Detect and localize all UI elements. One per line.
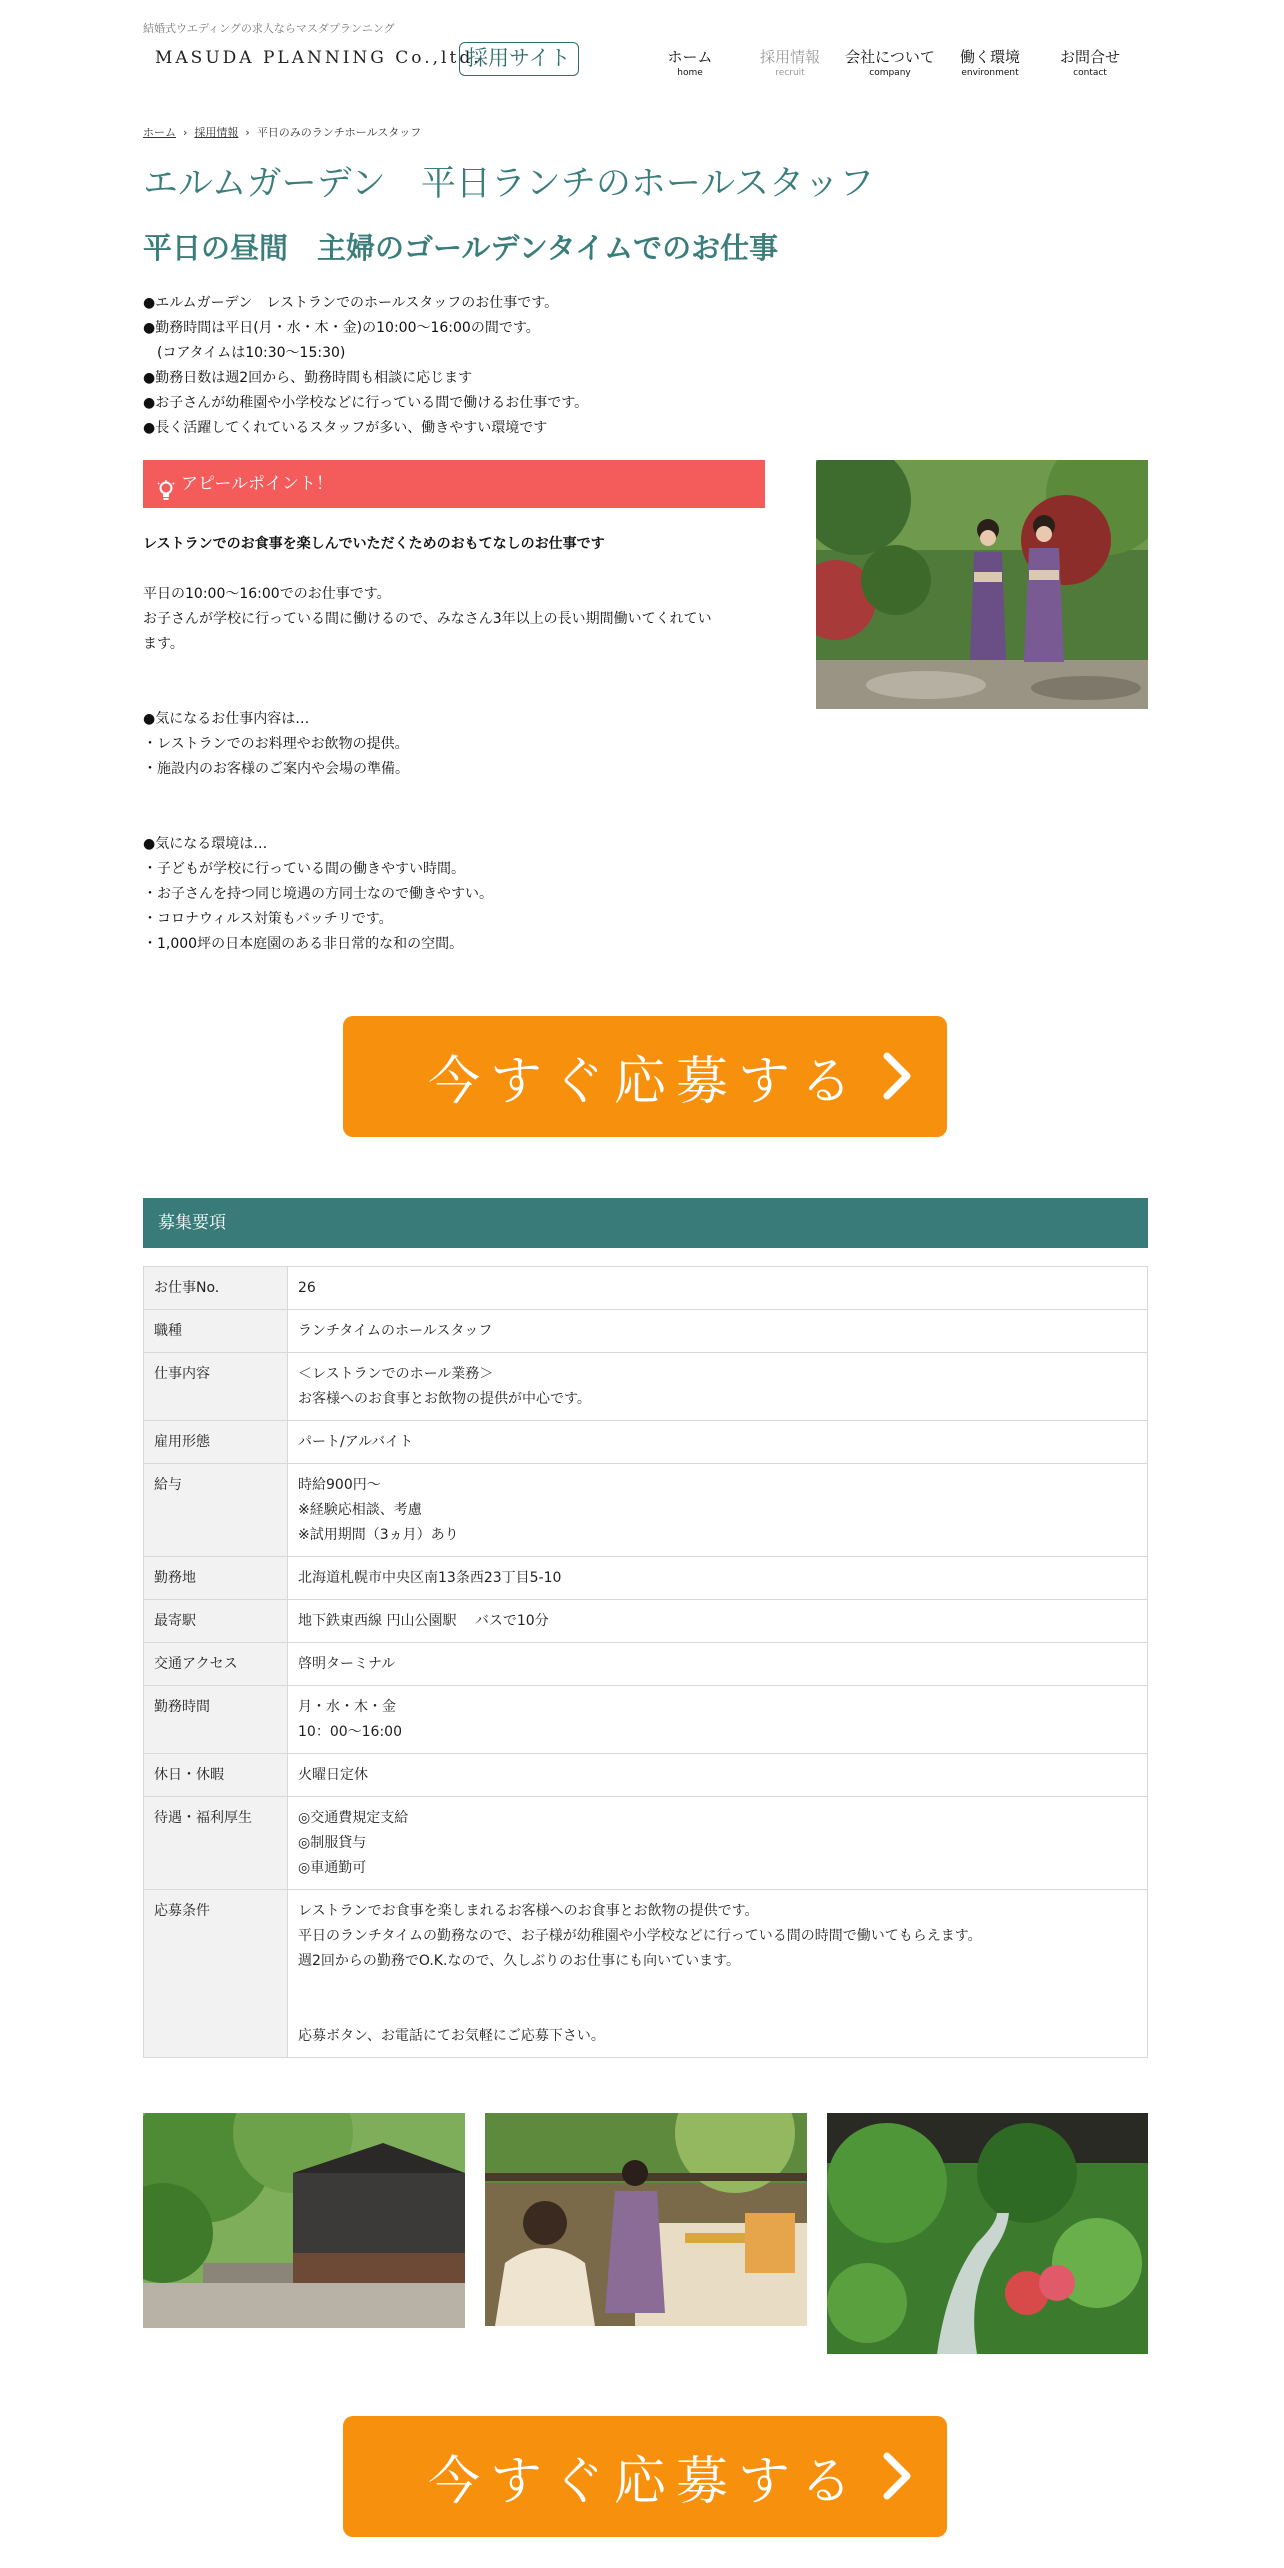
row-label: 給与 <box>144 1464 288 1557</box>
appeal-text: ●気になるお仕事内容は… <box>143 711 310 727</box>
row-value: 26 <box>298 1280 316 1296</box>
breadcrumb-home[interactable]: ホーム <box>143 126 176 139</box>
row-label: 最寄駅 <box>144 1600 288 1643</box>
row-value: 応募ボタン、お電話にてお気軽にご応募下さい。 <box>298 2028 605 2044</box>
row-value: ◎制服貸与 <box>298 1835 367 1851</box>
nav-company[interactable] <box>840 46 940 78</box>
nav-environment-label: 働く環境 <box>959 48 1020 66</box>
chevron-right-icon: › <box>183 125 188 139</box>
table-row <box>144 1600 1148 1643</box>
row-label: 休日・休暇 <box>144 1754 288 1797</box>
row-value: 啓明ターミナル <box>298 1656 396 1672</box>
nav-company-sublabel: company <box>869 68 911 78</box>
row-value: 月・水・木・金 <box>298 1699 396 1715</box>
summary-item: ●勤務日数は週2回から、勤務時間も相談に応じます <box>143 370 473 386</box>
row-value: 平日のランチタイムの勤務なので、お子様が幼稚園や小学校などに行っている間の時間で働いてもらえます。 <box>298 1928 982 1944</box>
summary-item: ●お子さんが幼稚園や小学校などに行っている間で働けるお仕事です。 <box>143 395 589 411</box>
summary-list <box>143 291 588 441</box>
table-row <box>144 1353 1148 1421</box>
requirements-table <box>143 1266 1148 2058</box>
table-row <box>144 1686 1148 1754</box>
row-label: 待遇・福利厚生 <box>144 1797 288 1890</box>
site-tagline: 結婚式ウエディングの求人ならマスダプランニング <box>143 22 395 35</box>
row-value: ◎交通費規定支給 <box>298 1810 409 1826</box>
chevron-right-icon: › <box>245 125 250 139</box>
row-value: 週2回からの勤務でO.K.なので、久しぶりのお仕事にも向いています。 <box>298 1953 741 1969</box>
appeal-text: ・レストランでのお料理やお飲物の提供。 <box>143 736 409 752</box>
row-value: 火曜日定休 <box>298 1767 368 1783</box>
apply-button-label: 今すぐ応募する <box>427 2452 862 2512</box>
appeal-text: ・施設内のお客様のご案内や会場の準備。 <box>143 761 409 777</box>
apply-button-label: 今すぐ応募する <box>427 1052 862 1112</box>
page-subtitle: 平日の昼間 主婦のゴールデンタイムでのお仕事 <box>143 231 779 265</box>
appeal-body <box>143 532 768 957</box>
nav-contact[interactable] <box>1040 46 1140 78</box>
row-value: 地下鉄東西線 円山公園駅 バスで10分 <box>298 1613 549 1629</box>
main-nav <box>640 46 1140 78</box>
apply-button[interactable] <box>343 2416 947 2537</box>
company-logo[interactable]: MASUDA PLANNING Co.,ltd. <box>155 48 482 68</box>
breadcrumb-recruit[interactable]: 採用情報 <box>194 126 239 139</box>
row-value: ＜レストランでのホール業務＞ <box>298 1366 494 1382</box>
row-value: 10：00～16:00 <box>298 1724 402 1740</box>
appeal-header <box>143 460 765 508</box>
table-row <box>144 1890 1148 2058</box>
appeal-text: ます。 <box>143 636 184 652</box>
breadcrumb <box>143 124 421 140</box>
gallery-building-photo <box>143 2113 465 2328</box>
row-value: ※試用期間（3ヵ月）あり <box>298 1527 459 1543</box>
appeal-text: お子さんが学校に行っている間に働けるので、みなさん3年以上の長い期間働いてくれてい <box>143 611 712 627</box>
summary-item: ●勤務時間は平日(月・水・木・金)の10:00～16:00の間です。 <box>143 320 540 336</box>
chevron-right-icon <box>877 2450 917 2502</box>
lightbulb-icon <box>157 473 175 495</box>
nav-home-sublabel: home <box>677 68 703 78</box>
requirements-heading: 募集要項 <box>143 1198 1148 1248</box>
apply-button[interactable] <box>343 1016 947 1137</box>
row-value: ※経験応相談、考慮 <box>298 1502 422 1518</box>
row-value: レストランでお食事を楽しまれるお客様へのお食事とお飲物の提供です。 <box>298 1903 759 1919</box>
nav-contact-label: お問合せ <box>1059 48 1120 66</box>
row-label: 勤務時間 <box>144 1686 288 1754</box>
summary-item: ●エルムガーデン レストランでのホールスタッフのお仕事です。 <box>143 295 559 311</box>
nav-environment-sublabel: environment <box>961 68 1019 78</box>
row-label: 交通アクセス <box>144 1643 288 1686</box>
table-row <box>144 1754 1148 1797</box>
row-value <box>298 1999 1137 2024</box>
table-row <box>144 1310 1148 1353</box>
nav-recruit-label: 採用情報 <box>759 48 820 66</box>
breadcrumb-current: 平日のみのランチホールスタッフ <box>256 126 422 139</box>
appeal-lead: レストランでのお食事を楽しんでいただくためのおもてなしのお仕事です <box>143 536 605 552</box>
appeal-text: ●気になる環境は… <box>143 836 268 852</box>
table-row <box>144 1421 1148 1464</box>
gallery-terrace-dining-photo <box>485 2113 807 2326</box>
table-row <box>144 1797 1148 1890</box>
table-row <box>144 1464 1148 1557</box>
row-label: 応募条件 <box>144 1890 288 2058</box>
row-value <box>298 1974 1137 1999</box>
appeal-text: ・子どもが学校に行っている間の働きやすい時間。 <box>143 861 465 877</box>
summary-item: ●長く活躍してくれているスタッフが多い、働きやすい環境です <box>143 420 548 436</box>
nav-home-label: ホーム <box>667 48 713 66</box>
summary-item: (コアタイムは10:30～15:30) <box>143 345 346 361</box>
row-value: 北海道札幌市中央区南13条西23丁目5-10 <box>298 1570 562 1586</box>
appeal-text: ・コロナウィルス対策もバッチリです。 <box>143 911 393 927</box>
nav-company-label: 会社について <box>845 48 935 66</box>
row-label: 仕事内容 <box>144 1353 288 1421</box>
appeal-text: ・お子さんを持つ同じ境遇の方同士なので働きやすい。 <box>143 886 493 902</box>
nav-contact-sublabel: contact <box>1073 68 1107 78</box>
appeal-text: ・1,000坪の日本庭園のある非日常的な和の空間。 <box>143 936 464 952</box>
row-label: 雇用形態 <box>144 1421 288 1464</box>
staff-photo <box>816 460 1148 709</box>
row-value: ◎車通勤可 <box>298 1860 367 1876</box>
chevron-right-icon <box>877 1050 917 1102</box>
nav-environment[interactable] <box>940 46 1040 78</box>
row-label: 職種 <box>144 1310 288 1353</box>
nav-recruit-sublabel: recruit <box>775 68 805 78</box>
table-row <box>144 1643 1148 1686</box>
nav-home[interactable] <box>640 46 740 78</box>
row-label: 勤務地 <box>144 1557 288 1600</box>
table-row <box>144 1267 1148 1310</box>
row-value: パート/アルバイト <box>298 1434 414 1450</box>
row-value: お客様へのお食事とお飲物の提供が中心です。 <box>298 1391 591 1407</box>
appeal-text: 平日の10:00～16:00でのお仕事です。 <box>143 586 391 602</box>
gallery-garden-path-photo <box>827 2113 1148 2354</box>
table-row <box>144 1557 1148 1600</box>
page-title: エルムガーデン 平日ランチのホールスタッフ <box>143 164 875 204</box>
recruit-site-badge[interactable]: 採用サイト <box>459 42 579 76</box>
row-label: お仕事No. <box>144 1267 288 1310</box>
row-value: 時給900円～ <box>298 1477 381 1493</box>
row-value: ランチタイムのホールスタッフ <box>298 1323 493 1339</box>
nav-recruit[interactable] <box>740 46 840 78</box>
appeal-heading: アピールポイント！ <box>181 474 333 494</box>
